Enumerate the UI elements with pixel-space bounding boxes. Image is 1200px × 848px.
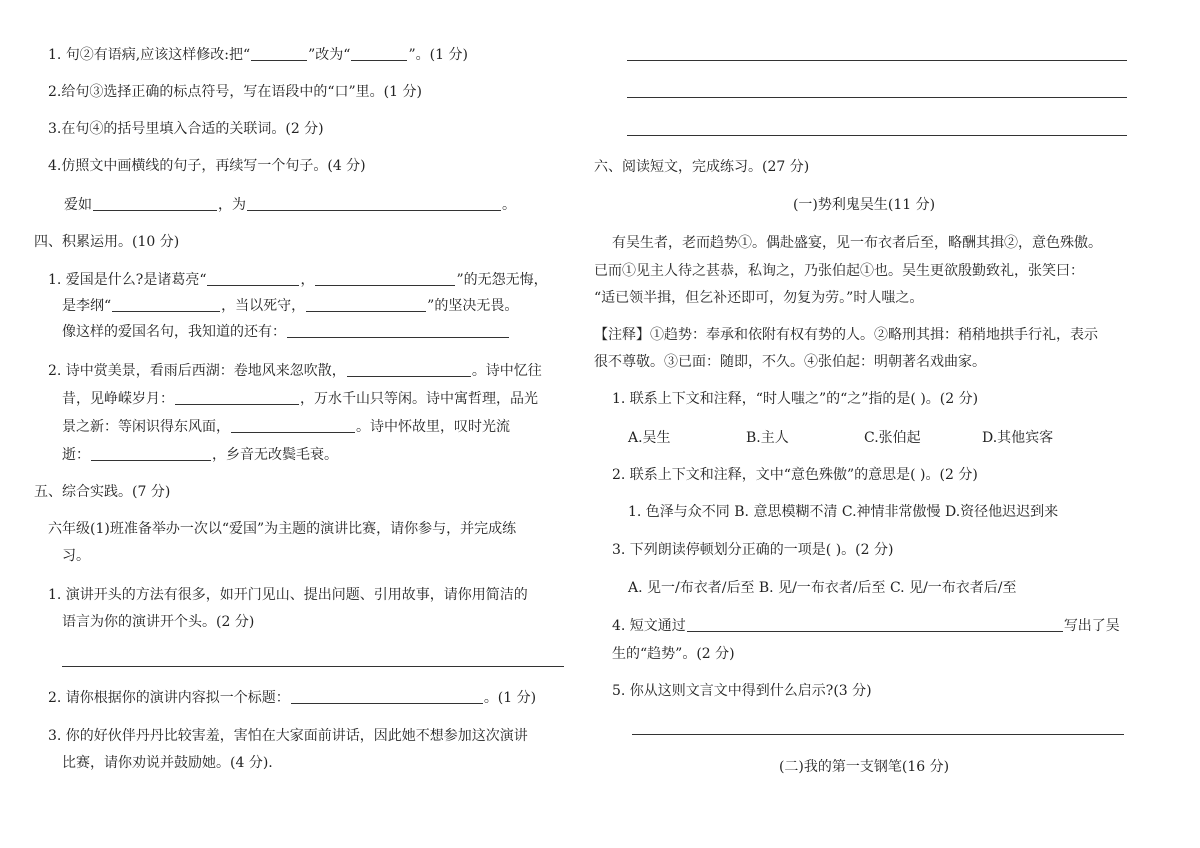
question-text: ， bbox=[300, 272, 315, 288]
question-text: 逝： bbox=[62, 447, 90, 463]
s5-intro-line1: 六年级(1)班准备举办一次以“爱国”为主题的演讲比赛，请你参与，并完成练 bbox=[48, 521, 517, 537]
question-text: 2. 诗中赏美景，看雨后西湖：卷地风来忽吹散， bbox=[48, 363, 346, 379]
r-question-1: 1. 联系上下文和注释，“时人嗤之”的“之”指的是( )。(2 分) bbox=[612, 391, 979, 407]
question-text: 1. 爱国是什么?是诸葛亮“ bbox=[48, 272, 207, 288]
passage-line2: 已而①见主人待之甚恭，私询之，乃张伯起①也。吴生更欲殷勤致礼，张笑曰： bbox=[594, 263, 1084, 279]
question-text: ，乡音无改鬓毛衰。 bbox=[212, 447, 338, 463]
answer-line[interactable] bbox=[632, 734, 1124, 735]
answer-line[interactable] bbox=[627, 60, 1127, 61]
r-question-2-options[interactable]: 1. 色泽与众不同 B. 意思模糊不清 C.神情非常傲慢 D.资径他迟迟到来 bbox=[628, 504, 1059, 520]
section-4-title: 四、积累运用。(10 分) bbox=[34, 234, 180, 250]
option-b[interactable]: B.主人 bbox=[746, 430, 789, 446]
r-question-4-line2: 生的“趋势”。(2 分) bbox=[612, 646, 735, 662]
s5-question-2 bbox=[48, 689, 536, 707]
question-text: 。 bbox=[502, 197, 516, 213]
section-6-title: 六、阅读短文，完成练习。(27 分) bbox=[594, 159, 810, 175]
question-text: 景之新：等闲识得东风面， bbox=[62, 419, 230, 435]
passage-line1: 有吴生者，老而趋势①。偶赴盛宴，见一布衣者后至，略酬其揖②，意色殊傲。 bbox=[612, 235, 1102, 251]
r-question-2: 2. 联系上下文和注释，文中“意色殊傲”的意思是( )。(2 分) bbox=[612, 467, 978, 483]
question-text: 。诗中怀故里，叹时光流 bbox=[356, 419, 510, 435]
question-text: 是李纲“ bbox=[62, 298, 112, 314]
question-text: 昔，见峥嵘岁月： bbox=[62, 391, 174, 407]
blank bbox=[287, 323, 509, 338]
s4-question-1-line3 bbox=[62, 323, 510, 341]
blank bbox=[112, 297, 220, 312]
r-question-3-options[interactable]: A. 见一/布衣者/后至 B. 见/一布衣者/后至 C. 见/一布衣者后/至 bbox=[628, 580, 1017, 596]
answer-line[interactable] bbox=[627, 97, 1127, 98]
note-line2: 很不尊敬。③已面：随即，不久。④张伯起：明朝著名戏曲家。 bbox=[594, 354, 986, 370]
s4-question-2-line2 bbox=[62, 390, 538, 408]
blank bbox=[251, 46, 307, 61]
question-text: ”。(1 分) bbox=[408, 47, 468, 63]
question-2: 2.给句③选择正确的标点符号，写在语段中的“口”里。(1 分) bbox=[48, 84, 422, 100]
option-c[interactable]: C.张伯起 bbox=[864, 430, 921, 446]
answer-line[interactable] bbox=[627, 135, 1127, 136]
s4-question-2-line4 bbox=[62, 446, 338, 464]
blank bbox=[93, 196, 217, 211]
blank bbox=[351, 46, 407, 61]
s5-question-3-line2: 比赛，请你劝说并鼓励她。(4 分). bbox=[62, 755, 273, 771]
s5-question-1-line2: 语言为你的演讲开个头。(2 分) bbox=[62, 614, 255, 630]
question-4: 4.仿照文中画横线的句子，再续写一个句子。(4 分) bbox=[48, 158, 366, 174]
s4-question-1-line2 bbox=[62, 297, 518, 315]
question-text: 4. 短文通过 bbox=[612, 618, 686, 634]
question-text: 爱如 bbox=[64, 197, 92, 213]
question-4-fill bbox=[64, 196, 516, 214]
blank bbox=[306, 297, 426, 312]
s4-question-1-line1 bbox=[48, 271, 548, 289]
note-line1: 【注释】①趋势：奉承和依附有权有势的人。②略刑其揖：稍稍地拱手行礼，表示 bbox=[594, 327, 1098, 343]
question-text: 。诗中忆往 bbox=[471, 363, 542, 379]
option-d[interactable]: D.其他宾客 bbox=[982, 430, 1054, 446]
question-text: ，万水千山只等闲。诗中寓哲理，品光 bbox=[300, 391, 538, 407]
s4-question-2-line3 bbox=[62, 418, 510, 436]
s5-question-3-line1: 3. 你的好伙伴丹丹比较害羞，害怕在大家面前讲话，因此她不想参加这次演讲 bbox=[48, 728, 528, 744]
blank bbox=[247, 196, 501, 211]
blank bbox=[207, 271, 299, 286]
question-text: 写出了吴 bbox=[1063, 618, 1120, 634]
s5-intro-line2: 习。 bbox=[62, 548, 90, 564]
blank bbox=[347, 362, 471, 377]
blank bbox=[91, 446, 211, 461]
question-text: ”的坚决无畏。 bbox=[427, 298, 519, 314]
question-text: 像这样的爱国名句，我知道的还有： bbox=[62, 324, 286, 340]
question-text: 。(1 分) bbox=[483, 690, 537, 706]
blank bbox=[315, 271, 455, 286]
question-3: 3.在句④的括号里填入合适的关联词。(2 分) bbox=[48, 121, 324, 137]
question-text: ”的无怨无悔， bbox=[456, 272, 548, 288]
part-2-title: (二)我的第一支钢笔(16 分) bbox=[778, 759, 950, 775]
part-1-title: (一)势利鬼吴生(11 分) bbox=[792, 197, 936, 213]
blank bbox=[231, 418, 355, 433]
answer-line[interactable] bbox=[62, 666, 564, 667]
passage-line3: “适已领半揖，但乞补还即可，勿复为劳。”时人嗤之。 bbox=[594, 290, 924, 306]
question-text: 1. 句②有语病,应该这样修改:把“ bbox=[48, 47, 251, 63]
question-text: ”改为“ bbox=[308, 47, 351, 63]
r-question-4-line1 bbox=[612, 617, 1120, 635]
option-a[interactable]: A.吴生 bbox=[628, 430, 671, 446]
s4-question-2-line1 bbox=[48, 362, 542, 380]
question-text: ，当以死守， bbox=[221, 298, 306, 314]
r-question-3: 3. 下列朗读停顿划分正确的一项是( )。(2 分) bbox=[612, 542, 894, 558]
blank bbox=[291, 689, 483, 704]
blank bbox=[687, 617, 1063, 632]
question-1 bbox=[48, 46, 468, 64]
s5-question-1-line1: 1. 演讲开头的方法有很多，如开门见山、提出问题、引用故事，请你用简洁的 bbox=[48, 587, 528, 603]
question-text: ，为 bbox=[218, 197, 246, 213]
section-5-title: 五、综合实践。(7 分) bbox=[34, 484, 171, 500]
r-question-5: 5. 你从这则文言文中得到什么启示?(3 分) bbox=[612, 683, 872, 699]
blank bbox=[175, 390, 299, 405]
question-text: 2. 请你根据你的演讲内容拟一个标题： bbox=[48, 690, 290, 706]
